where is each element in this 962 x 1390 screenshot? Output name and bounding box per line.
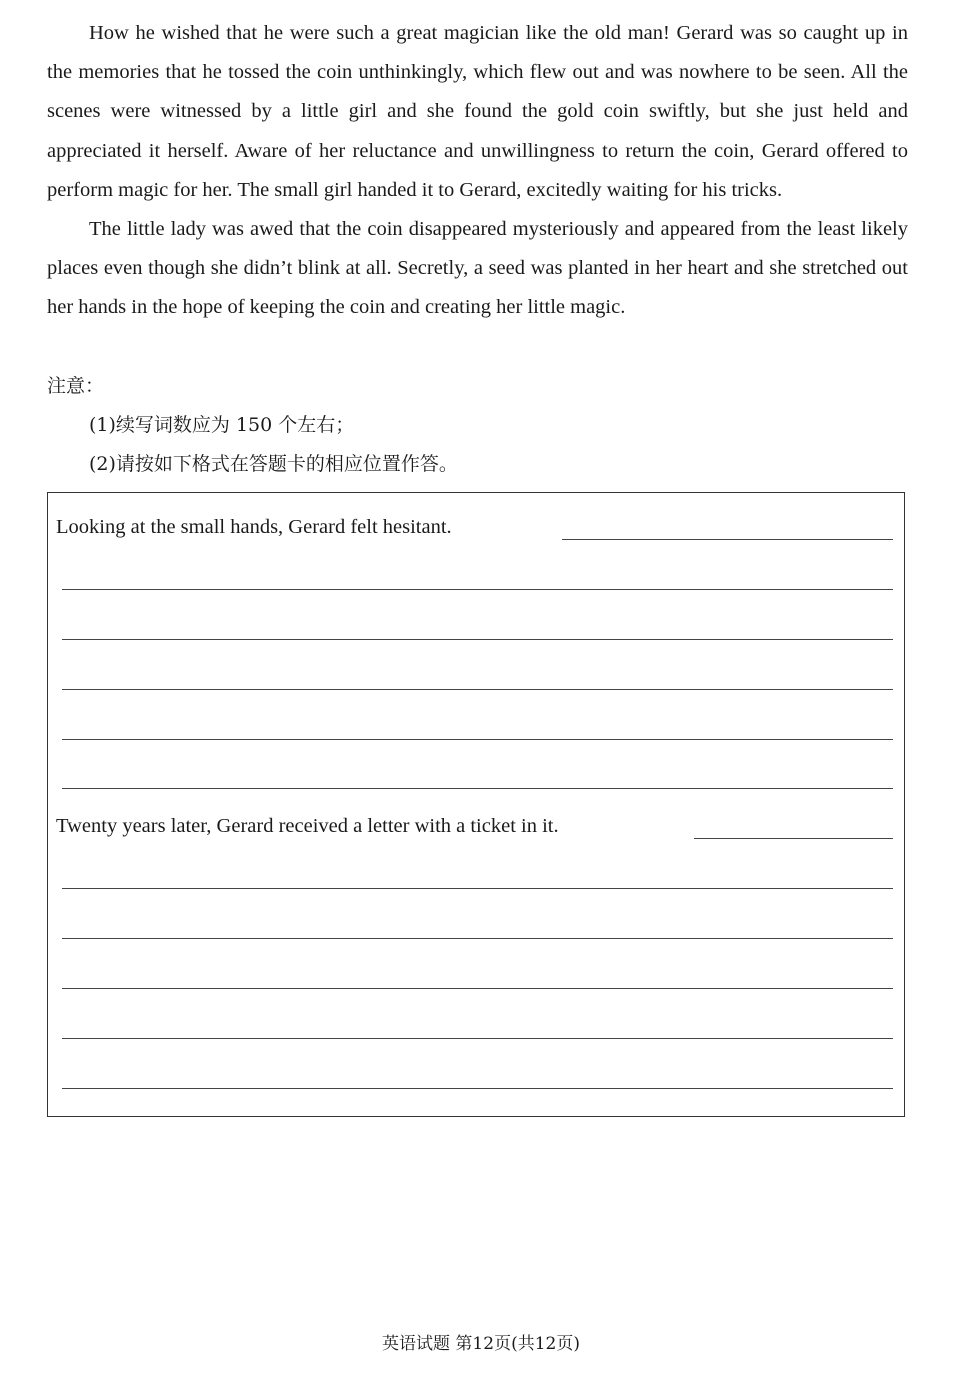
writing-line[interactable] [62, 639, 893, 640]
writing-line[interactable] [62, 888, 893, 889]
writing-line[interactable] [62, 988, 893, 989]
page-footer: 英语试题 第12页(共12页) [382, 1334, 580, 1354]
continuation-prompt-1: Looking at the small hands, Gerard felt hesitant. [56, 516, 452, 538]
passage-paragraph-1: How he wished that he were such a great magician like the old man! Gerard was so caught up in the memories that he tossed the coin unthinkingly, which flew out and was nowhere to be seen. All the scenes were witnessed by a little girl and she found the gold coin swiftly, but she just held and appreciated it herself. Aware of her reluctance and unwillingness to return the coin, Gerard offered to perform magic for her. The small girl handed it to Gerard, excitedly waiting for his tricks. [47, 22, 908, 201]
continuation-prompt-2: Twenty years later, Gerard received a letter with a ticket in it. [56, 815, 559, 837]
writing-line[interactable] [62, 739, 893, 740]
answer-box [47, 492, 905, 1117]
writing-line[interactable] [62, 1038, 893, 1039]
instructions [47, 367, 908, 485]
writing-line[interactable] [62, 788, 893, 789]
writing-line[interactable] [62, 589, 893, 590]
writing-line[interactable] [62, 938, 893, 939]
instruction-item-2: (2)请按如下格式在答题卡的相应位置作答。 [89, 453, 458, 476]
instructions-heading: 注意： [47, 375, 105, 397]
writing-line[interactable] [62, 1088, 893, 1089]
passage-paragraph-2: The little lady was awed that the coin disappeared mysteriously and appeared from the least likely places even though she didn’t blink at all. Secretly, a seed was planted in her heart and she stretched out her hands in the hope of keeping the coin and creating her little magic. [47, 218, 908, 319]
instruction-item-1: (1)续写词数应为 150 个左右； [89, 414, 355, 437]
story-passage [47, 14, 908, 328]
writing-line[interactable] [62, 689, 893, 690]
writing-line[interactable] [562, 539, 893, 540]
writing-line[interactable] [694, 838, 893, 839]
